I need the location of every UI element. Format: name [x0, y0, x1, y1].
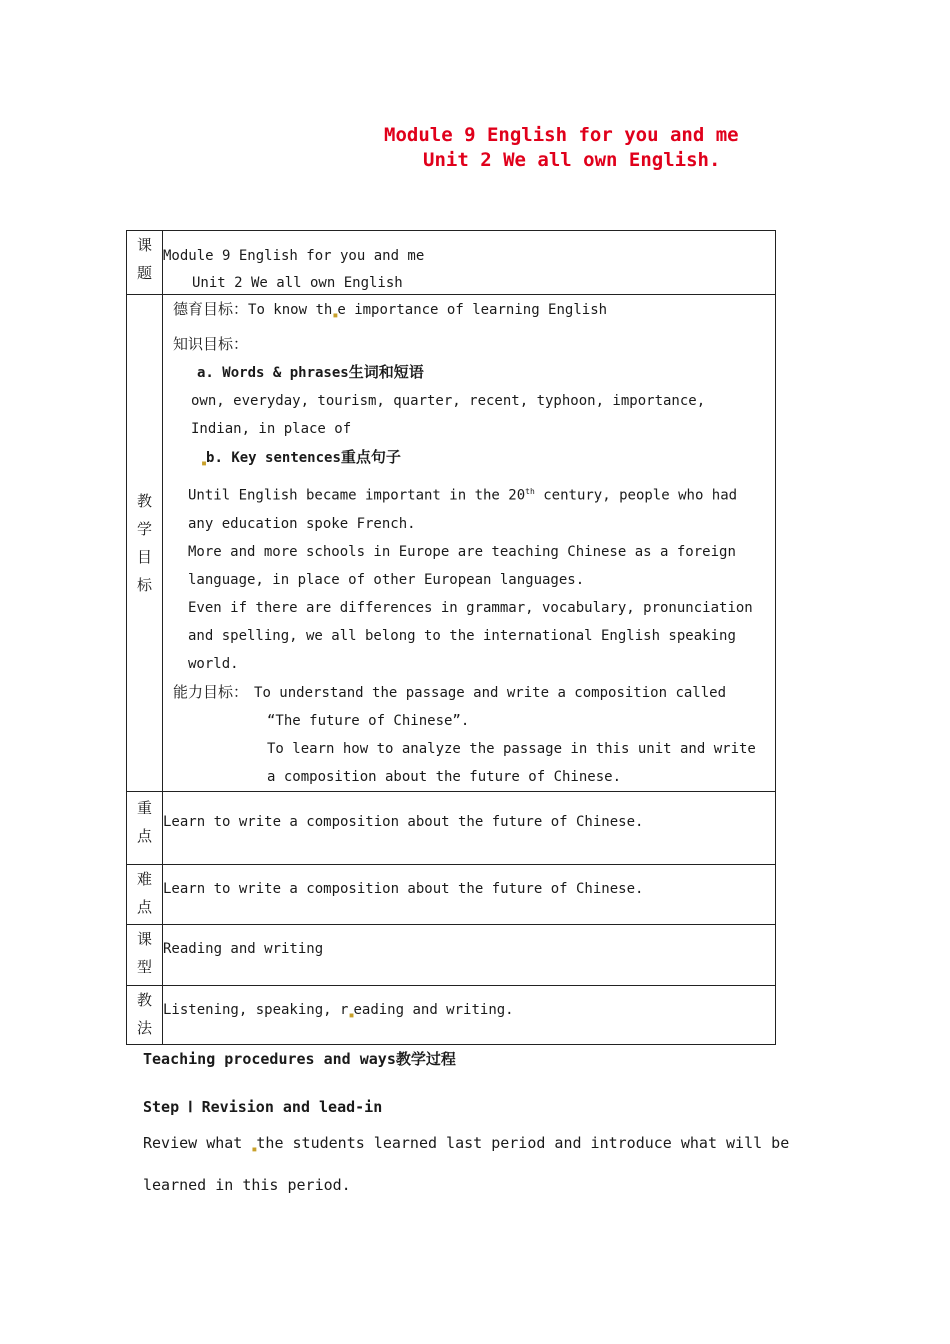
ability-line4: a composition about the future of Chinese.	[267, 768, 622, 785]
sentence3-line2: and spelling, we all belong to the international English speaking	[188, 627, 736, 644]
lesson-type-content: Reading and writing	[163, 924, 776, 985]
topic-line1: Module 9 English for you and me	[163, 248, 425, 264]
anchor-mark-icon: ▪	[251, 1144, 258, 1155]
table-row-topic	[127, 231, 776, 295]
document-title-line1: Module 9 English for you and me	[384, 124, 739, 146]
procedures-heading: Teaching procedures and ways教学过程	[143, 1050, 456, 1068]
sentence3-line3: world.	[188, 655, 239, 672]
anchor-mark-icon: ▪	[332, 310, 339, 321]
sentence1-line1: Until English became important in the 20th century, people who had	[188, 487, 738, 504]
step1-line1: Review what $_▪$the students learned last period and introduce what will be	[143, 1134, 790, 1155]
topic-content	[163, 231, 776, 295]
difficult-points-content: Learn to write a composition about the future of Chinese.	[163, 864, 776, 924]
words-heading: a. Words & phrases生词和短语	[197, 363, 424, 381]
goals-label: 教 学 目 标	[127, 295, 163, 792]
sentence3-line1: Even if there are differences in grammar, vocabulary, pronunciation	[188, 599, 753, 616]
step1-heading: Step Ⅰ Revision and lead-in	[143, 1098, 383, 1116]
ability-line2: “The future of Chinese”.	[267, 712, 470, 729]
document-title-line2: Unit 2 We all own English.	[423, 149, 721, 171]
table-row-key-points	[127, 791, 776, 864]
difficult-points-label: 难 点	[127, 864, 163, 924]
anchor-mark-icon: ▪	[201, 458, 208, 469]
goals-content	[163, 295, 776, 792]
sentence2-line2: language, in place of other European languages.	[188, 571, 585, 588]
table-row-difficult-points	[127, 864, 776, 924]
topic-label: 课 题	[127, 231, 163, 295]
words-line2: Indian, in place of	[191, 421, 352, 437]
key-points-content: Learn to write a composition about the future of Chinese.	[163, 791, 776, 864]
table-row-methods	[127, 985, 776, 1044]
methods-content: Listening, speaking, $r_▪eading$ and writing.	[163, 985, 776, 1044]
key-points-label: 重 点	[127, 791, 163, 864]
table-row-lesson-type	[127, 924, 776, 985]
topic-line2: Unit 2 We all own English	[192, 275, 403, 291]
methods-label: 教 法	[127, 985, 163, 1044]
lesson-type-label: 课 型	[127, 924, 163, 985]
table-row-goals	[127, 295, 776, 792]
anchor-mark-icon: ▪	[348, 1009, 355, 1021]
sentence1-line2: any education spoke French.	[188, 515, 416, 532]
ability-line3: To learn how to analyze the passage in this unit and write	[267, 740, 756, 757]
sentence2-line1: More and more schools in Europe are teaching Chinese as a foreign	[188, 543, 736, 560]
ability-goal: 能力目标： To understand the passage and write a composition called	[173, 682, 727, 701]
lesson-plan-table	[126, 230, 776, 1045]
words-line1: own, everyday, tourism, quarter, recent, typhoon, importance,	[191, 393, 706, 409]
moral-goal: 德育目标：To know $th_▪e$ importance of learning English	[173, 300, 608, 321]
sentences-heading: $_▪$b. Key sentences重点句子	[201, 448, 401, 469]
step1-line2: learned in this period.	[143, 1176, 351, 1194]
knowledge-goal-label: 知识目标：	[173, 335, 249, 353]
